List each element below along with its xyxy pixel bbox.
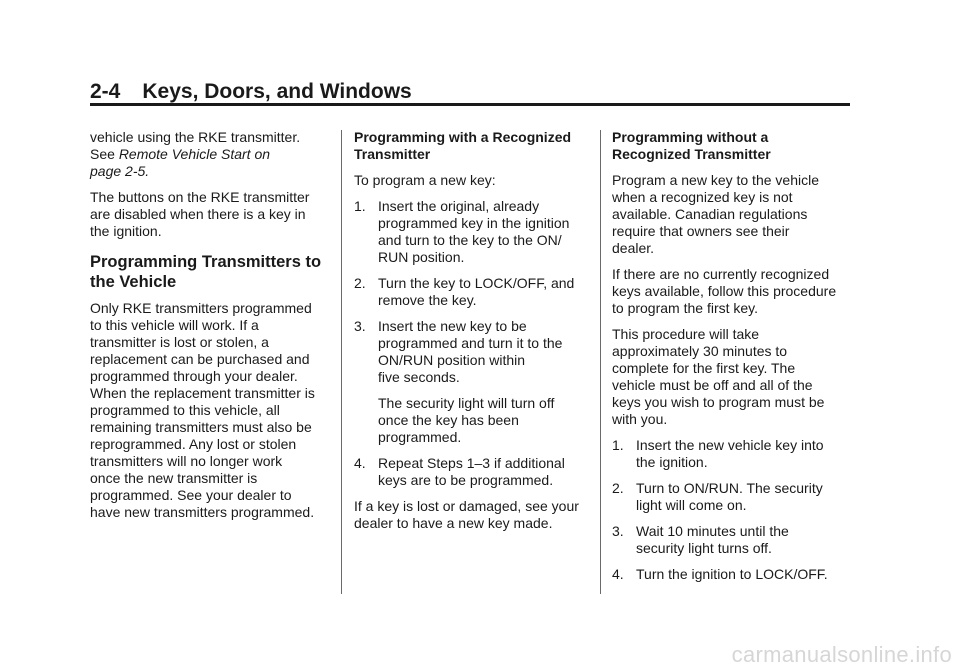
text-line: keys available, follow this procedure xyxy=(612,283,837,299)
text-line: programmed to this vehicle, all xyxy=(90,402,280,418)
list-item xyxy=(612,480,857,514)
text-line: remove the key. xyxy=(378,292,477,308)
column-right xyxy=(612,129,857,592)
text-line: available. Canadian regulations xyxy=(612,206,808,222)
list-item xyxy=(354,318,594,386)
text-line: approximately 30 minutes to xyxy=(612,343,788,359)
text-line: transmitters will no longer work xyxy=(90,453,283,469)
buttons-disabled-paragraph xyxy=(90,189,338,240)
text-line: and turn to the key to the ON/ xyxy=(378,232,562,248)
text-line: Insert the new key to be xyxy=(378,318,527,334)
heading-line: Programming Transmitters to xyxy=(90,253,322,271)
text-line: programmed. xyxy=(378,429,462,445)
text-line: programmed through your dealer. xyxy=(90,368,298,384)
text-line: Insert the original, already xyxy=(378,198,540,214)
section-title: Keys, Doors, and Windows xyxy=(142,80,412,103)
text-line: the ignition. xyxy=(636,454,708,470)
intro-text: To program a new key: xyxy=(354,172,496,188)
intro-paragraph xyxy=(90,129,338,180)
column-left xyxy=(90,129,338,530)
text-line: vehicle must be off and all of the xyxy=(612,377,813,393)
text-line: Only RKE transmitters programmed xyxy=(90,300,312,316)
paragraph xyxy=(612,172,857,257)
text-line: to this vehicle will work. If a xyxy=(90,317,259,333)
paragraph xyxy=(612,326,857,428)
text-line: Repeat Steps 1–3 if additional xyxy=(378,455,565,471)
list-item xyxy=(354,198,594,266)
heading-line: Transmitter xyxy=(354,146,431,162)
text-line: programmed. See your dealer to xyxy=(90,487,292,503)
step-number: 2. xyxy=(612,480,624,496)
text-line: programmed and turn it to the xyxy=(378,335,563,351)
text-line: Turn the key to LOCK/OFF, and xyxy=(378,275,575,291)
text-line: Turn to ON/RUN. The security xyxy=(636,480,823,496)
heading-line: the Vehicle xyxy=(90,273,177,291)
see-text: See xyxy=(90,146,119,162)
step-number: 3. xyxy=(612,523,624,539)
text-line: are disabled when there is a key in xyxy=(90,206,306,222)
step-number: 1. xyxy=(354,198,366,214)
step-number: 2. xyxy=(354,275,366,291)
text-line: with you. xyxy=(612,411,668,427)
text-line: remaining transmitters must also be xyxy=(90,419,312,435)
watermark: carmanualsonline.info xyxy=(731,642,952,667)
text-line: the ignition. xyxy=(90,223,162,239)
subsection-heading xyxy=(612,129,857,163)
list-item xyxy=(612,437,857,471)
text-line: RUN position. xyxy=(378,249,465,265)
text-line: light will come on. xyxy=(636,497,747,513)
text-line: complete for the first key. The xyxy=(612,360,796,376)
list-item xyxy=(612,566,857,583)
page-header xyxy=(90,80,412,104)
transmitters-paragraph xyxy=(90,300,338,521)
text-line: vehicle using the RKE transmitter. xyxy=(90,129,301,145)
subsection-heading xyxy=(354,129,594,163)
text-line: When the replacement transmitter is xyxy=(90,385,315,401)
text-line: keys are to be programmed. xyxy=(378,472,554,488)
column-divider-left xyxy=(341,130,342,594)
column-middle xyxy=(354,129,594,541)
cross-reference-page[interactable]: page 2-5. xyxy=(90,163,150,179)
section-heading xyxy=(90,252,338,292)
text-line: reprogrammed. Any lost or stolen xyxy=(90,436,297,452)
text-line: when a recognized key is not xyxy=(612,189,793,205)
text-line: transmitter is lost or stolen, a xyxy=(90,334,269,350)
text-line xyxy=(90,146,338,163)
closing-paragraph xyxy=(354,498,594,532)
text-line: five seconds. xyxy=(378,369,460,385)
list-item xyxy=(612,523,857,557)
step-number: 1. xyxy=(612,437,624,453)
text-line: Insert the new vehicle key into xyxy=(636,437,824,453)
heading-line: Recognized Transmitter xyxy=(612,146,771,162)
text-line: have new transmitters programmed. xyxy=(90,504,315,520)
text-line: Wait 10 minutes until the xyxy=(636,523,789,539)
text-line: replacement can be purchased and xyxy=(90,351,310,367)
text-line: This procedure will take xyxy=(612,326,760,342)
column-divider-right xyxy=(600,130,601,594)
text-line: once the key has been xyxy=(378,412,519,428)
header-rule xyxy=(90,103,850,106)
paragraph xyxy=(612,266,857,317)
heading-line: Programming with a Recognized xyxy=(354,129,572,145)
text-line: Turn the ignition to LOCK/OFF. xyxy=(636,566,828,582)
text-line: programmed key in the ignition xyxy=(378,215,570,231)
text-line: ON/RUN position within xyxy=(378,352,526,368)
list-item xyxy=(354,275,594,309)
step-number: 4. xyxy=(354,455,366,471)
step-number: 3. xyxy=(354,318,366,334)
text-line: The buttons on the RKE transmitter xyxy=(90,189,310,205)
text-line: dealer to have a new key made. xyxy=(354,515,553,531)
page-number: 2-4 xyxy=(90,80,121,103)
text-line: security light turns off. xyxy=(636,540,772,556)
heading-line: Programming without a xyxy=(612,129,769,145)
step-note xyxy=(354,395,594,446)
text-line: dealer. xyxy=(612,240,655,256)
cross-reference-link[interactable]: Remote Vehicle Start on xyxy=(118,146,271,162)
text-line: The security light will turn off xyxy=(378,395,555,411)
text-line: Program a new key to the vehicle xyxy=(612,172,819,188)
text-line: to program the first key. xyxy=(612,300,759,316)
step-number: 4. xyxy=(612,566,624,582)
text-line: If there are no currently recognized xyxy=(612,266,830,282)
text-line: require that owners see their xyxy=(612,223,790,239)
text-line: If a key is lost or damaged, see your xyxy=(354,498,579,514)
text-line: keys you wish to program must be xyxy=(612,394,825,410)
text-line: once the new transmitter is xyxy=(90,470,258,486)
list-item xyxy=(354,455,594,489)
